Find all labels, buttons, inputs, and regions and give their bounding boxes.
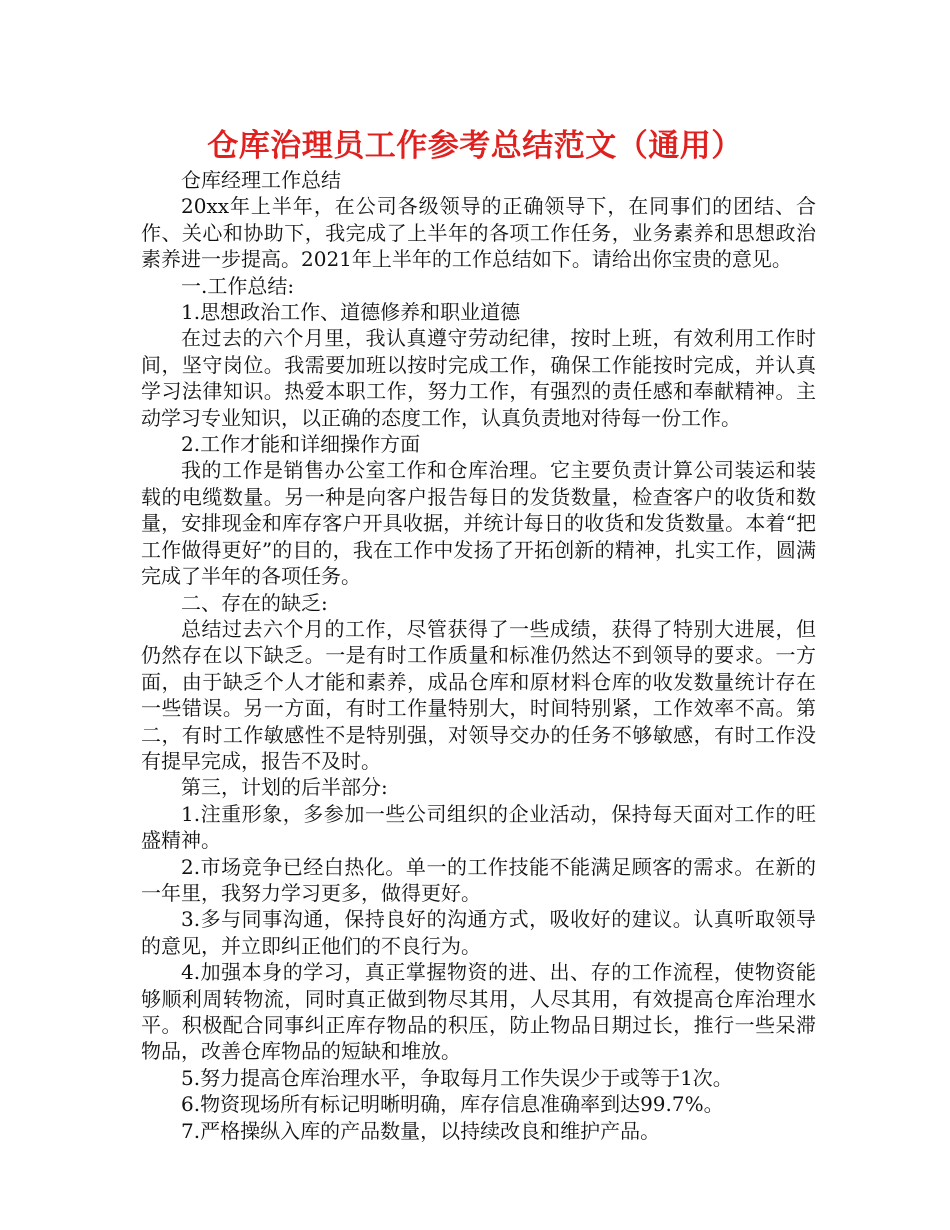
section-heading-summary: 一.工作总结: bbox=[181, 273, 295, 298]
plan-item-6: 6.物资现场所有标记明晰明确，库存信息准确率到达99.7%。 bbox=[181, 1092, 724, 1117]
plan-item-5: 5.努力提高仓库治理水平，争取每月工作失误少于或等于1次。 bbox=[181, 1065, 733, 1090]
plan-item-3: 3.多与同事沟通，保持良好的沟通方式，吸收好的建议。认真听取领导的意见，并立即纠正他们的不良行为。 bbox=[141, 907, 816, 958]
plan-item-4: 4.加强本身的学习，真正掌握物资的进、出、存的工作流程，使物资能够顺利周转物流，同时真正做到物尽其用，人尽其用，有效提高仓库治理水平。积极配合同事纠正库存物品的积压，防止物品日期过长，推行一些呆滞物品，改善仓库物品的短缺和堆放。 bbox=[141, 960, 816, 1064]
subsection-heading-ethics: 1.思想政治工作、道德修养和职业道德 bbox=[181, 300, 521, 325]
document-body bbox=[141, 167, 816, 1144]
plan-item-2: 2.市场竞争已经白热化。单一的工作技能不能满足顾客的需求。在新的一年里，我努力学习更多，做得更好。 bbox=[141, 854, 816, 905]
paragraph-intro: 20xx年上半年，在公司各级领导的正确领导下，在同事们的团结、合作、关心和协助下，我完成了上半年的各项工作任务，业务素养和思想政治素养进一步提高。2021年上半年的工作总结如下。请给出你宝贵的意见。 bbox=[141, 194, 816, 272]
paragraph-shortcomings: 总结过去六个月的工作，尽管获得了一些成绩，获得了特别大进展，但仍然存在以下缺乏。一是有时工作质量和标准仍然达不到领导的要求。一方面，由于缺乏个人才能和素养，成品仓库和原材料仓库的收发数量统计存在一些错误。另一方面，有时工作量特别大，时间特别紧，工作效率不高。第二，有时工作敏感性不是特别强，对领导交办的任务不够敏感，有时工作没有提早完成，报告不及时。 bbox=[141, 616, 816, 773]
plan-item-7: 7.严格操纵入库的产品数量，以持续改良和维护产品。 bbox=[181, 1118, 661, 1143]
plan-item-1: 1.注重形象，多参加一些公司组织的企业活动，保持每天面对工作的旺盛精神。 bbox=[141, 801, 816, 853]
section-heading-shortcomings: 二、存在的缺乏: bbox=[181, 590, 328, 615]
section-heading-plan: 第三，计划的后半部分: bbox=[181, 775, 388, 800]
paragraph-ethics: 在过去的六个月里，我认真遵守劳动纪律，按时上班，有效利用工作时间，坚守岗位。我需要加班以按时完成工作，确保工作能按时完成，并认真学习法律知识。热爱本职工作，努力工作，有强烈的责任感和奉献精神。主动学习专业知识，以正确的态度工作，认真负责地对待每一份工作。 bbox=[141, 326, 816, 430]
document-title: 仓库治理员工作参考总结范文（通用） bbox=[207, 128, 743, 164]
subsection-heading-operations: 2.工作才能和详细操作方面 bbox=[181, 432, 421, 457]
paragraph-operations: 我的工作是销售办公室工作和仓库治理。它主要负责计算公司装运和装载的电缆数量。另一种是向客户报告每日的发货数量，检查客户的收货和数量，安排现金和库存客户开具收据，并统计每日的收货和发货数量。本着“把工作做得更好”的目的，我在工作中发扬了开拓创新的精神，扎实工作，圆满完成了半年的各项任务。 bbox=[141, 458, 816, 589]
paragraph-heading: 仓库经理工作总结 bbox=[181, 168, 341, 192]
